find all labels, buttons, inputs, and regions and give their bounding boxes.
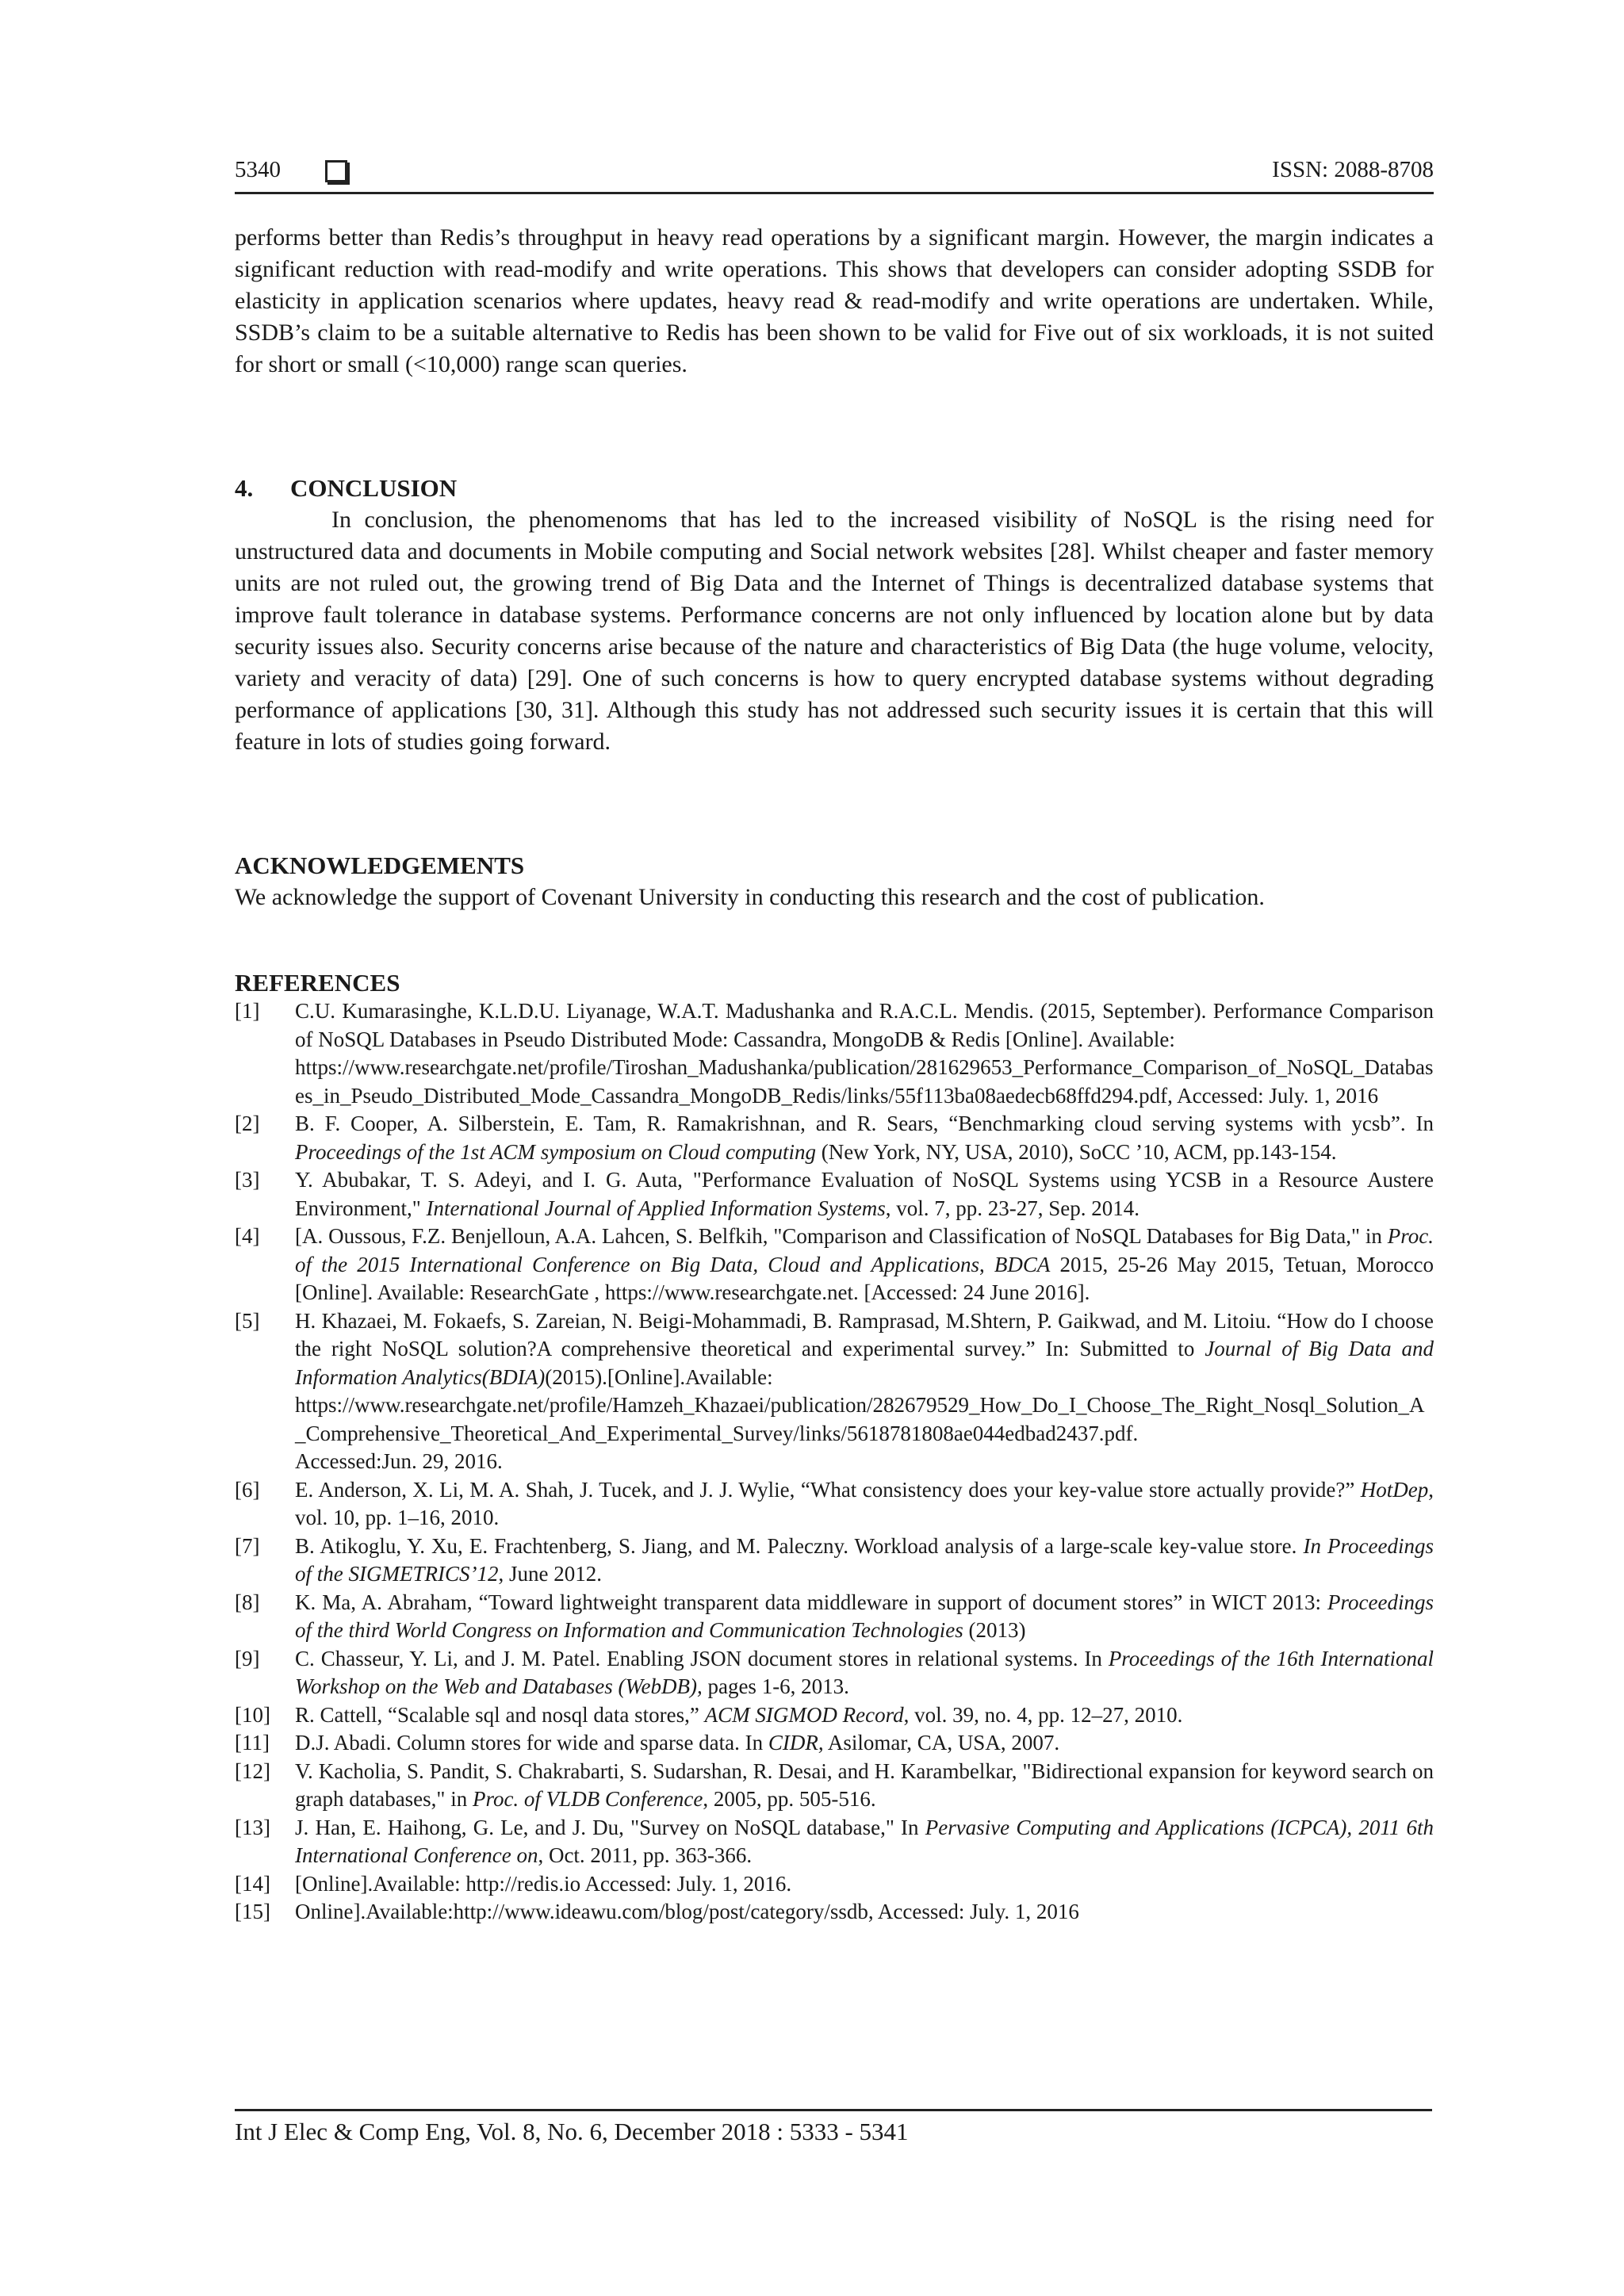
reference-venue: International Journal of Applied Information Systems: [426, 1196, 886, 1220]
reference-number: [2]: [235, 1112, 260, 1135]
reference-text: , vol. 7, pp. 23-27, Sep. 2014.: [885, 1196, 1139, 1220]
reference-text: Online].Available:http://www.ideawu.com/blog/post/category/ssdb, Accessed: July. 1, 2016: [295, 1900, 1079, 1923]
journal-citation: Int J Elec & Comp Eng, Vol. 8, No. 6, December 2018 : 5333 - 5341: [235, 2118, 909, 2145]
reference-list: [235, 997, 1434, 1927]
reference-text: Asilomar, CA, USA, 2007.: [823, 1731, 1060, 1755]
reference-text: D.J. Abadi. Column stores for wide and sparse data. In: [295, 1731, 768, 1755]
reference-text: B. F. Cooper, A. Silberstein, E. Tam, R. Ramakrishnan, and R. Sears, “Benchmarking cloud serving systems with ycsb”. In: [295, 1112, 1434, 1135]
reference-text: 2015, 25-26 May 2015, Tetuan, Morocco [Online]. Available: ResearchGate , https://www.researchgate.net. [Accessed: 24 June 2016].: [295, 1252, 1434, 1304]
reference-number: [14]: [235, 1871, 270, 1896]
reference-text: [Online].Available: http://redis.io Accessed: July. 1, 2016.: [295, 1871, 792, 1896]
reference-text: R. Cattell, “Scalable sql and nosql data stores,”: [295, 1702, 705, 1727]
reference-number: [11]: [235, 1731, 270, 1755]
reference-number: [7]: [235, 1533, 260, 1558]
reference-item: [235, 1645, 1434, 1701]
reference-venue: Proceedings of the 16th International Workshop on the Web and Databases (WebDB),: [295, 1646, 1434, 1698]
reference-venue-abbrev: BDCA: [994, 1252, 1051, 1276]
section-title: CONCLUSION: [290, 474, 458, 502]
reference-item: [235, 1870, 1434, 1899]
conclusion-heading: [235, 473, 1434, 504]
reference-text: J. Han, E. Haihong, G. Le, and J. Du, "Survey on NoSQL database," In: [295, 1815, 925, 1839]
reference-item: [235, 1307, 1434, 1476]
acknowledgements-heading: ACKNOWLEDGEMENTS: [235, 851, 525, 879]
reference-venue: HotDep: [1360, 1477, 1429, 1502]
section-number: 4.: [235, 474, 254, 502]
reference-item: [235, 997, 1434, 1110]
reference-text: pages 1-6, 2013.: [702, 1674, 849, 1698]
reference-text: (New York, NY, USA, 2010), SoCC ’10, ACM, pp.143-154.: [815, 1139, 1337, 1164]
reference-item: [235, 1110, 1434, 1166]
reference-text: ,: [979, 1252, 994, 1276]
reference-venue: Proceedings of the 1st ACM symposium on Cloud computing: [295, 1139, 816, 1164]
intro-paragraph: performs better than Redis’s throughput in heavy read operations by a significant margin. However, the margin indicates a significant reduction with read-modify and write operations. This shows that developers can consider adopting SSDB for elasticity in application scenarios where updates, heavy read & read-modify and write operations are undertaken. While, SSDB’s claim to be a suitable alternative to Redis has been shown to be valid for Five out of six workloads, it is not suited for short or small (<10,000) range scan queries.: [235, 224, 1434, 377]
reference-text: (2015).[Online].Available:: [545, 1364, 773, 1389]
reference-number: [3]: [235, 1168, 260, 1192]
reference-url-text[interactable]: https://www.researchgate.net/profile/Tiroshan_Madushanka/publication/281629653_Performance_Comparison_of_NoSQL_Databases_in_Pseudo_Distributed_Mode_Cassandra_MongoDB_Redis/links/55f113ba08aedecb68ffd294.pdf: [295, 1055, 1434, 1108]
acknowledgements-section: [235, 850, 1434, 913]
reference-text: B. Atikoglu, Y. Xu, E. Frachtenberg, S. Jiang, and M. Paleczny. Workload analysis of a large-scale key-value store.: [295, 1533, 1304, 1558]
reference-number: [1]: [235, 999, 260, 1023]
reference-item: [235, 1166, 1434, 1223]
reference-text: V. Kacholia, S. Pandit, S. Chakrabarti, S. Sudarshan, R. Desai, and H. Karambelkar, "Bidirectional expansion for keyword search on graph databases," in: [295, 1758, 1434, 1811]
conclusion-text: In conclusion, the phenomenoms that has led to the increased visibility of NoSQL is the rising need for unstructured data and documents in Mobile computing and Social network websites [28]. Whilst cheaper and faster memory units are not ruled out, the growing trend of Big Data and the Internet of Things is decentralized database systems that improve fault tolerance in database systems. Performance concerns are not only influenced by location alone but by data security issues also. Security concerns arise because of the nature and characteristics of Big Data (the huge volume, velocity, variety and veracity of data) [29]. One of such concerns is how to query encrypted database systems without degrading performance of applications [30, 31]. Although this study has not addressed such security issues it is certain that this will feature in lots of studies going forward.: [235, 507, 1434, 755]
reference-item: [235, 1758, 1434, 1814]
reference-venue: Proceedings of the third World Congress on Information and Communication Technologies: [295, 1590, 1434, 1642]
reference-text: C.U. Kumarasinghe, K.L.D.U. Liyanage, W.A.T. Madushanka and R.A.C.L. Mendis. (2015, September). Performance Comparison of NoSQL Databases in Pseudo Distributed Mode: Cassandra, MongoDB & Redis [Online]. Available:: [295, 999, 1434, 1051]
reference-item: [235, 1898, 1434, 1927]
reference-number: [12]: [235, 1758, 270, 1783]
reference-item: [235, 1476, 1434, 1533]
reference-number: [9]: [235, 1646, 260, 1670]
reference-text: , Oct. 2011, pp. 363-366.: [538, 1843, 753, 1867]
reference-number: [15]: [235, 1900, 270, 1923]
running-header: [235, 157, 1434, 194]
running-footer: [235, 2109, 1432, 2146]
square-bullet-icon: [325, 160, 347, 182]
reference-number: [4]: [235, 1224, 260, 1248]
reference-venue: Proc. of the 2015 International Conference on Big Data, Cloud and Applications: [295, 1224, 1434, 1276]
reference-number: [13]: [235, 1815, 270, 1839]
reference-venue: Pervasive Computing and Applications (ICPCA), 2011 6th International Conference on: [295, 1815, 1434, 1867]
reference-text: [A. Oussous, F.Z. Benjelloun, A.A. Lahcen, S. Belfkih, "Comparison and Classification of NoSQL Databases for Big Data," in: [295, 1224, 1388, 1248]
conclusion-section: [235, 473, 1434, 758]
page-number: 5340: [235, 157, 281, 182]
reference-venue: ACM SIGMOD Record: [704, 1702, 904, 1727]
reference-text: , vol. 39, no. 4, pp. 12–27, 2010.: [903, 1702, 1183, 1727]
reference-text: , Accessed: July. 1, 2016: [1167, 1083, 1379, 1108]
reference-text: , 2005, pp. 505-516.: [703, 1787, 876, 1811]
reference-text: C. Chasseur, Y. Li, and J. M. Patel. Enabling JSON document stores in relational systems. In: [295, 1646, 1109, 1670]
reference-url[interactable]: https://www.researchgate.net/profile/Hamzeh_Khazaei/publication/282679529_How_Do_I_Choose_The_Right_Nosql_Solution_A_Comprehensive_Theoretical_And_Experimental_Survey/links/5618781808ae044edbad2437.pdf.: [295, 1393, 1425, 1445]
issn: ISSN: 2088-8708: [1272, 157, 1434, 182]
reference-item: [235, 1729, 1434, 1758]
reference-venue: In Proceedings of the SIGMETRICS’12: [295, 1533, 1434, 1586]
references-heading: REFERENCES: [235, 969, 400, 997]
acknowledgements-text: We acknowledge the support of Covenant University in conducting this research and the cost of publication.: [235, 884, 1265, 910]
reference-text: , vol. 10, pp. 1–16, 2010.: [295, 1477, 1434, 1529]
reference-url[interactable]: [295, 1054, 1434, 1110]
reference-item: [235, 1814, 1434, 1870]
reference-item: [235, 1701, 1434, 1730]
reference-venue: Proc. of VLDB Conference: [472, 1787, 703, 1811]
reference-venue: CIDR,: [768, 1731, 824, 1755]
reference-number: [10]: [235, 1702, 270, 1727]
reference-text: K. Ma, A. Abraham, “Toward lightweight transparent data middleware in support of document stores” in WICT 2013:: [295, 1590, 1328, 1614]
reference-text: (2013): [963, 1618, 1026, 1642]
reference-number: [8]: [235, 1590, 260, 1614]
reference-text: E. Anderson, X. Li, M. A. Shah, J. Tucek, and J. J. Wylie, “What consistency does your key-value store actually provide?”: [295, 1477, 1361, 1502]
reference-number: [6]: [235, 1477, 260, 1502]
reference-item: [235, 1533, 1434, 1589]
reference-text: , June 2012.: [498, 1562, 602, 1586]
reference-item: [235, 1589, 1434, 1645]
reference-venue: Journal of Big Data and Information Analytics(BDIA): [295, 1337, 1434, 1389]
reference-text: H. Khazaei, M. Fokaefs, S. Zareian, N. Beigi-Mohammadi, B. Ramprasad, M.Shtern, P. Gaikwad, and M. Litoiu. “How do I choose the right NoSQL solution?A comprehensive theoretical and experimental survey.” In: Submitted to: [295, 1308, 1434, 1360]
reference-text: Y. Abubakar, T. S. Adeyi, and I. G. Auta, "Performance Evaluation of NoSQL Systems using YCSB in a Resource Austere Environment,": [295, 1168, 1434, 1220]
reference-accessed: Accessed:Jun. 29, 2016.: [295, 1449, 503, 1473]
reference-number: [5]: [235, 1308, 260, 1333]
reference-item: [235, 1223, 1434, 1307]
